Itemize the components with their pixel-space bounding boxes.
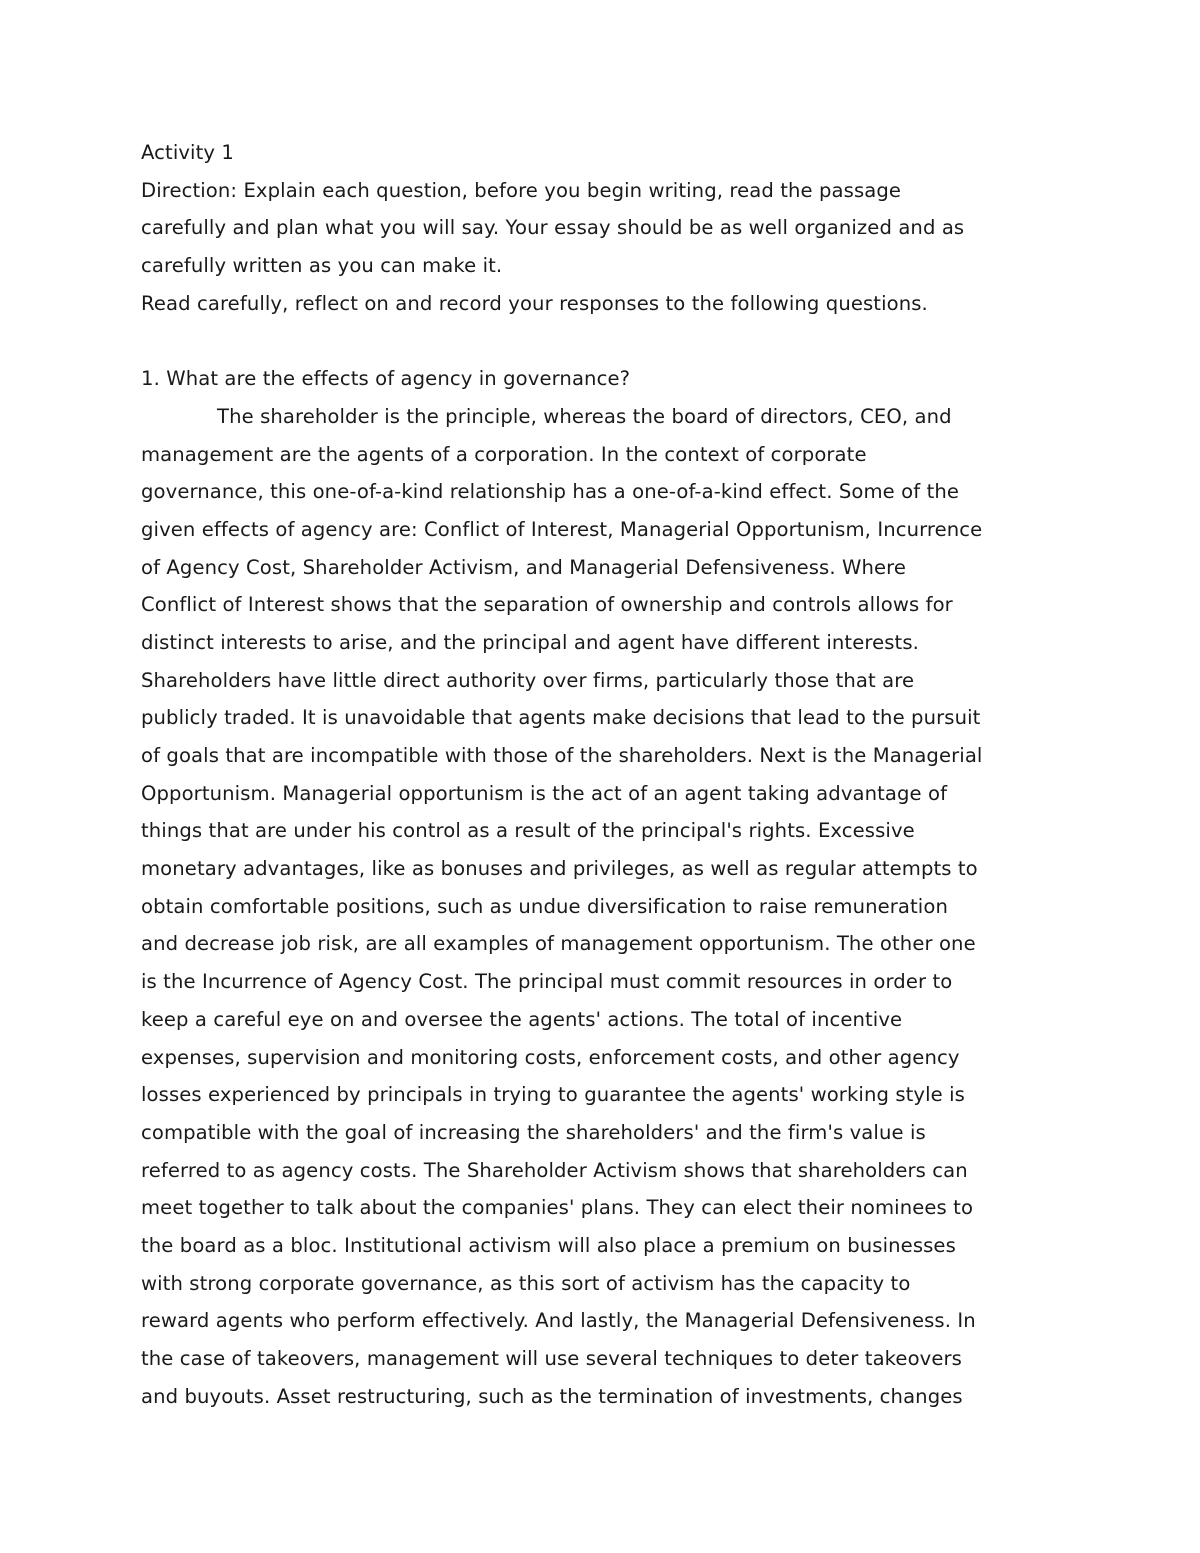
instruction-line: Read carefully, reflect on and record your responses to the following questions. <box>141 291 928 315</box>
answer-line: and buyouts. Asset restructuring, such as the termination of investments, changes <box>141 1384 963 1408</box>
answer-line: Shareholders have little direct authority over firms, particularly those that are <box>141 668 915 692</box>
answer-line: Conflict of Interest shows that the separation of ownership and controls allows for <box>141 593 953 617</box>
answer-line: reward agents who perform effectively. And lastly, the Managerial Defensiveness. In <box>141 1309 976 1333</box>
answer-line: of goals that are incompatible with those of the shareholders. Next is the Managerial <box>141 744 983 767</box>
answer-line: expenses, supervision and monitoring costs, enforcement costs, and other agency <box>141 1045 960 1069</box>
answer-line: The shareholder is the principle, whereas the board of directors, CEO, and <box>217 404 952 428</box>
answer-line: publicly traded. It is unavoidable that agents make decisions that lead to the pursuit <box>141 706 981 730</box>
answer-line: compatible with the goal of increasing the shareholders' and the firm's value is <box>141 1120 926 1144</box>
answer-line: with strong corporate governance, as this sort of activism has the capacity to <box>141 1271 911 1295</box>
answer-line: the board as a bloc. Institutional activism will also place a premium on businesses <box>141 1233 956 1257</box>
activity-title: Activity 1 <box>141 141 234 164</box>
answer-line: losses experienced by principals in trying to guarantee the agents' working style is <box>141 1083 965 1107</box>
answer-line: management are the agents of a corporation. In the context of corporate <box>141 442 867 466</box>
direction-line: carefully and plan what you will say. Your essay should be as well organized and as <box>141 216 965 240</box>
answer-line: of Agency Cost, Shareholder Activism, and Managerial Defensiveness. Where <box>141 555 907 579</box>
answer-line: distinct interests to arise, and the principal and agent have different interests. <box>141 630 919 654</box>
direction-line: Direction: Explain each question, before you begin writing, read the passage <box>141 178 902 202</box>
answer-line: things that are under his control as a result of the principal's rights. Excessive <box>141 819 915 843</box>
blank-line <box>141 322 1066 360</box>
answer-line: obtain comfortable positions, such as undue diversification to raise remuneration <box>141 894 948 918</box>
direction-line: carefully written as you can make it. <box>141 254 503 278</box>
answer-line: and decrease job risk, are all examples of management opportunism. The other one <box>141 932 976 956</box>
question-heading: 1. What are the effects of agency in governance? <box>141 367 631 391</box>
answer-line: is the Incurrence of Agency Cost. The principal must commit resources in order to <box>141 970 953 994</box>
answer-line: meet together to talk about the companies' plans. They can elect their nominees to <box>141 1196 974 1220</box>
answer-line: referred to as agency costs. The Shareholder Activism shows that shareholders can <box>141 1158 968 1182</box>
answer-line: given effects of agency are: Conflict of Interest, Managerial Opportunism, Incurrence <box>141 517 983 541</box>
answer-line: keep a careful eye on and oversee the agents' actions. The total of incentive <box>141 1007 903 1031</box>
document-body <box>141 134 1066 1415</box>
answer-line: Opportunism. Managerial opportunism is the act of an agent taking advantage of <box>141 781 948 805</box>
answer-line: monetary advantages, like as bonuses and privileges, as well as regular attempts to <box>141 857 978 881</box>
answer-line: the case of takeovers, management will use several techniques to deter takeovers <box>141 1347 962 1370</box>
answer-line: governance, this one-of-a-kind relationship has a one-of-a-kind effect. Some of the <box>141 480 960 504</box>
